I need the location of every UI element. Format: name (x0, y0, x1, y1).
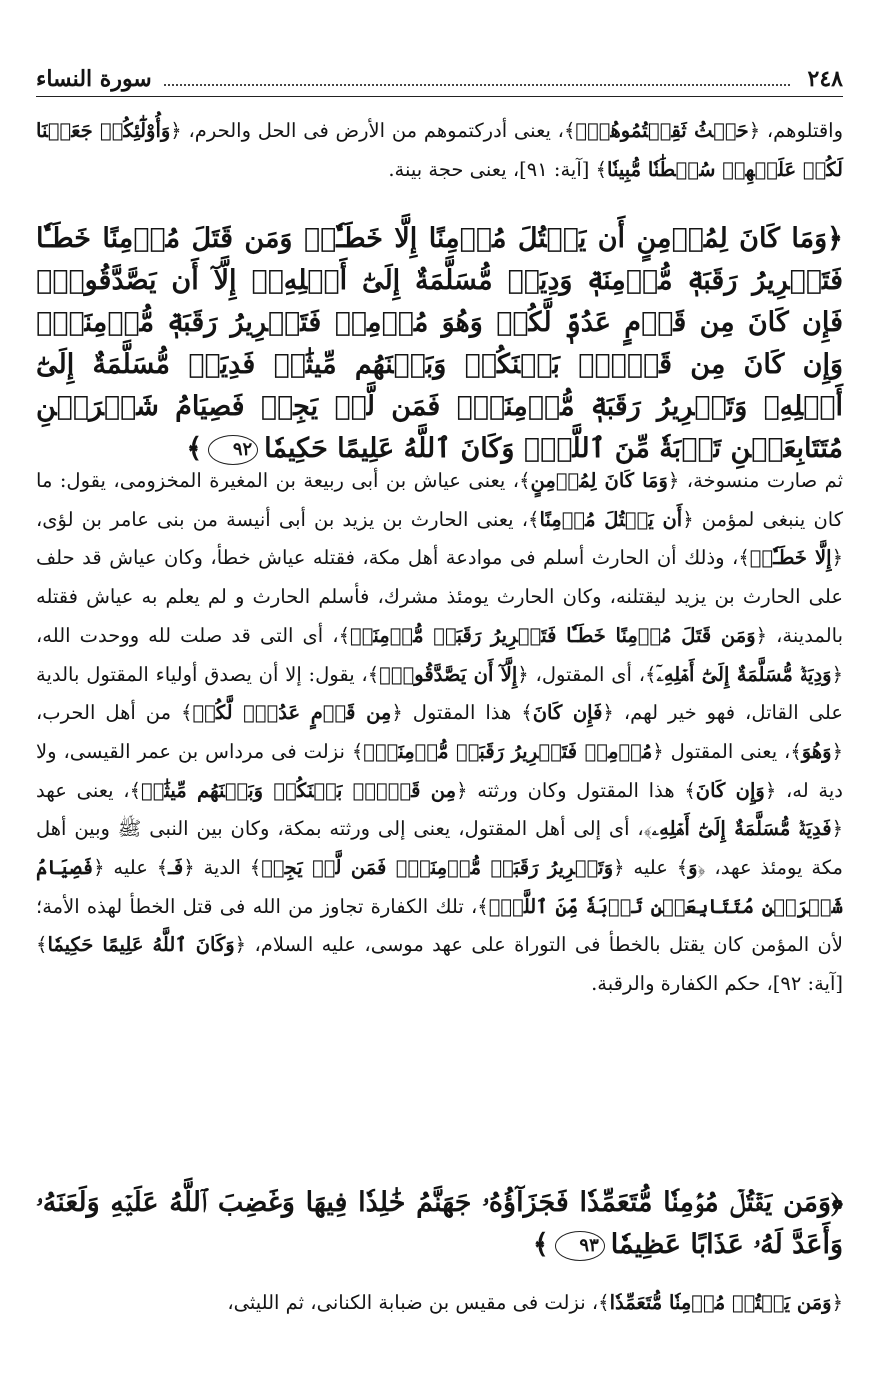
verse-bracket-close: ﴾ (532, 1229, 549, 1260)
quote-bracket-close: ﴾ (129, 778, 142, 802)
quote-bracket-close: ﴾ (645, 662, 657, 686)
quran-quote (645, 663, 843, 686)
quote-bracket-close: ﴾ (181, 701, 193, 725)
quran-quote (684, 779, 776, 802)
quote-bracket-open: ﴿ (602, 701, 614, 725)
quote-text: فَـ (168, 856, 184, 880)
quran-quote (368, 663, 529, 686)
commentary-verse-92 (36, 462, 843, 1004)
quote-bracket-close: ﴾ (684, 778, 696, 802)
quote-bracket-open: ﴿ (667, 469, 680, 492)
quote-text: أَن يَقۡتُلَ مُؤۡمِنًا (539, 507, 683, 531)
commentary-text: ، أى التى قد صلت لله ووحدت الله، (36, 623, 339, 647)
quote-text: إِلَّآ أَن يَصَّدَّقُواْۚ (379, 662, 518, 686)
quote-bracket-open: ﴿ (755, 623, 768, 647)
quote-bracket-open: ﴿ (93, 856, 105, 880)
quote-bracket-close: ﴾ (249, 856, 262, 880)
quote-text: وَمَا كَانَ لِمُؤۡمِنٍ (530, 469, 668, 492)
quote-bracket-close: ﴾ (36, 933, 48, 957)
quran-quote (521, 701, 614, 724)
commentary-text: ، يقول: إلا أن يصدق أولياء المقتول بالدية على القاتل، فهو خير لهم، (36, 662, 844, 725)
quote-text: وَهُوَ (801, 739, 832, 763)
commentary-text: عليه (104, 856, 157, 880)
quran-quote (528, 508, 694, 531)
quote-bracket-close: ﴾ (519, 469, 531, 492)
quote-bracket-open: ﴿ (613, 856, 625, 880)
quote-bracket-close: ﴾ (477, 894, 489, 918)
quote-bracket-open: ﴿ (831, 817, 844, 841)
quote-bracket-close: ﴾ (738, 546, 750, 570)
commentary-text: هذا المقتول وكان ورثته (467, 778, 685, 802)
quran-quote (564, 119, 760, 142)
quote-bracket-close: ﴾ (521, 701, 533, 725)
verse-93-block (36, 1182, 843, 1266)
commentary-text: عليه (624, 856, 677, 880)
quote-bracket-close: ﴾ (528, 507, 540, 531)
quote-bracket-open: ﴿ (170, 119, 182, 142)
commentary-text: ، يعنى المقتول (663, 739, 791, 763)
quote-bracket-open: ﴿ (697, 856, 706, 880)
quran-quote (36, 933, 246, 956)
quote-bracket-open: ﴿ (183, 856, 195, 880)
commentary-text: واقتلوهم، (760, 119, 844, 142)
commentary-text: نزلت فى مرداس بن عمر القيسى، ولا دية له، (36, 739, 843, 802)
quran-quote (352, 740, 664, 763)
commentary-text: ، أى المقتول، (528, 662, 645, 686)
quote-bracket-open: ﴿ (748, 119, 761, 142)
quote-bracket-open: ﴿ (831, 546, 843, 570)
quote-bracket-close: ﴾ (676, 856, 689, 880)
page-header (36, 62, 843, 97)
quote-bracket-close: ﴾ (338, 623, 350, 647)
quote-text: حَيۡثُ ثَقِفۡتُمُوهُمۡۚ (575, 119, 749, 142)
quote-text: وَإِن كَانَ (695, 778, 765, 802)
commentary-text: [آية: ٩١]، يعنى حجة بينة. (388, 157, 596, 181)
commentary-text: ثم صارت منسوخة، (679, 469, 843, 492)
commentary-text: ، نزلت فى مقيس بن ضبابة الكنانى، ثم الليثى، (227, 1291, 599, 1314)
quote-text: وَمَن يَقۡتُلۡ مُؤۡمِنٗا مُّتَعَمِّدٗا (609, 1291, 832, 1314)
quran-quote (250, 856, 625, 879)
quran-quote (644, 817, 843, 840)
page-number: ٢٤٨ (807, 66, 843, 92)
quote-text: وَ (688, 856, 698, 880)
quote-bracket-close: ﴾ (643, 817, 652, 841)
commentary-verse-93 (36, 1284, 843, 1323)
quote-bracket-close: ﴾ (351, 739, 364, 763)
commentary-text: ، يعنى الحارث بن يزيد بن أبى أنيسة من بنى عامر بن لؤى، (36, 507, 528, 531)
quran-quote (677, 856, 706, 879)
quote-bracket-open: ﴿ (652, 739, 664, 763)
commentary-text: ، وذلك أن الحارث أسلم فى موادعة أهل مكة، فقتله عياش خطأ، وكان عياش قد حلف على الحارث بن يزيد ليقتلنه، وكان الحارث يومئذ مشرك، فأسلم الحارث و لم يعلم به عياش فقتله بالمدينة، (36, 546, 844, 647)
quran-quote (519, 469, 679, 492)
quran-quote (157, 856, 195, 879)
verse-93-text: وَمَن يَقۡتُلۡ مُؤۡمِنٗا مُّتَعَمِّدٗا فَجَزَآؤُهُۥ جَهَنَّمُ خَٰلِدٗا فِيهَا وَغَضِبَ ٱللَّهُ عَلَيۡهِ وَلَعَنَهُۥ وَأَعَدَّ لَهُۥ عَذَابًا عَظِيمٗا (36, 1187, 843, 1260)
quote-bracket-close: ﴾ (790, 739, 802, 763)
quran-quote (738, 546, 843, 569)
commentary-text: ، تلك الكفارة تجاوز من الله فى قتل الخطأ لهذه الأمة؛ لأن المؤمن كان يقتل بالخطأ فى التوراة على عهد موسى، عليه السلام، (36, 894, 844, 957)
quote-bracket-open: ﴿ (234, 933, 247, 957)
verse-92-text: وَمَا كَانَ لِمُؤۡمِنٍ أَن يَقۡتُلَ مُؤۡمِنًا إِلَّا خَطَـٔٗاۚ وَمَن قَتَلَ مُؤۡمِنًا خَطَـٔٗا فَتَحۡرِيرُ رَقَبَةٖ مُّؤۡمِنَةٖ وَدِيَةٞ مُّسَلَّمَةٌ إِلَىٰٓ أَهۡلِهِۦٓ إِلَّآ أَن يَصَّدَّقُواْۚ فَإِن كَانَ مِن قَوۡمٍ عَدُوّٖ لَّكُمۡ وَهُوَ مُؤۡمِنٞ فَتَحۡرِيرُ رَقَبَةٖ مُّؤۡمِنَةٖۖ وَإِن كَانَ مِن قَوۡمِۭ بَيۡنَكُمۡ وَبَيۡنَهُم مِّيثَٰقٞ فَدِيَةٞ مُّسَلَّمَةٌ إِلَىٰٓ أَهۡلِهِۦ وَتَحۡرِيرُ رَقَبَةٖ مُّؤۡمِنَةٖۖ فَمَن لَّمۡ يَجِدۡ فَصِيَامُ شَهۡرَيۡنِ مُتَتَابِعَيۡنِ تَوۡبَةٗ مِّنَ ٱللَّهِۗ وَكَانَ ٱللَّهُ عَلِيمًا حَكِيمٗا (36, 223, 843, 464)
commentary-text: ، يعنى أدركتموهم من الأرض فى الحل والحرم، (181, 119, 564, 142)
quote-text: وَأُوْلَٰٓئِكُمۡ جَعَلۡنَا لَكُمۡ عَلَيۡهِمۡ سُلۡطَٰنٗا مُّبِينٗا (36, 119, 843, 181)
quote-bracket-open: ﴿ (391, 701, 403, 725)
quote-bracket-open: ﴿ (456, 778, 468, 802)
quote-bracket-open: ﴿ (831, 739, 843, 763)
commentary-text: ، يعنى عياش بن أبى ربيعة بن المغيرة المخزومى، يقول: ما كان ينبغى لمؤمن (36, 469, 844, 531)
surah-title: سورة النساء (36, 66, 152, 92)
commentary-text: الدية (194, 856, 250, 880)
commentary-text: ، أى إلى أهل المقتول، يعنى إلى ورثته بمكة، وكان بين النبى ﷺ وبين أهل مكة يومئذ عهد، (36, 817, 844, 880)
verse-92-block (36, 218, 843, 470)
quran-quote (130, 779, 468, 802)
commentary-verse-91 (36, 112, 843, 189)
quote-bracket-open: ﴿ (831, 662, 843, 686)
commentary-text: هذا المقتول (402, 701, 522, 725)
quote-bracket-close: ﴾ (367, 662, 380, 686)
header-dotted-leader (164, 72, 790, 86)
quote-text: وَدِيَةٞ مُّسَلَّمَةٌ إِلَىٰٓ أَهۡلِهِۦٓ (656, 662, 832, 686)
quote-text: وَتَحۡرِيرُ رَقَبَةٖ مُّؤۡمِنَةٖۖ فَمَن لَّمۡ يَجِدۡ (261, 856, 614, 880)
quote-bracket-close: ﴾ (598, 1291, 610, 1314)
quote-text: فَإِن كَانَ (532, 701, 603, 725)
verse-bracket-open: ﴿ (827, 223, 843, 254)
quote-bracket-open: ﴿ (682, 507, 694, 531)
commentary-text: من أهل الحرب، (36, 701, 182, 725)
quote-text: مِن قَوۡمٍ عَدُوّٖ لَّكُمۡ (192, 701, 392, 725)
quran-quote (790, 740, 843, 763)
quran-quote (339, 624, 768, 647)
quote-bracket-close: ﴾ (595, 157, 608, 181)
quote-text: فَدِيَةٞ مُّسَلَّمَةٌ إِلَىٰٓ أَهۡلِهِۦ (651, 817, 832, 841)
quote-bracket-close: ﴾ (563, 119, 576, 142)
ayah-number-marker: ٩٣ (555, 1231, 605, 1261)
verse-bracket-close: ﴾ (186, 433, 203, 464)
quran-quote (181, 701, 403, 724)
commentary-text: [آية: ٩٢]، حكم الكفارة والرقبة. (591, 972, 843, 996)
quote-bracket-close: ﴾ (156, 856, 169, 880)
commentary-text: ، يعنى عهد (36, 778, 130, 802)
verse-bracket-open: ﴿ (831, 1187, 843, 1218)
quote-text: مُؤۡمِنٞ فَتَحۡرِيرُ رَقَبَةٖ مُّؤۡمِنَةٖۖ (363, 739, 653, 763)
quote-text: فَصِيَامُ شَهۡرَيۡنِ مُتَتَابِعَيۡنِ تَوۡبَةٗ مِّنَ ٱللَّهِۗ (36, 856, 843, 918)
quote-text: إِلَّا خَطَـٔٗاۚ (749, 546, 832, 570)
quran-quote (598, 1291, 843, 1314)
ayah-number-marker: ٩٢ (208, 435, 258, 465)
quote-bracket-open: ﴿ (517, 662, 529, 686)
quote-text: مِن قَوۡمِۭ بَيۡنَكُمۡ وَبَيۡنَهُم مِّيثَٰقٞ (141, 778, 457, 802)
quote-text: وَكَانَ ٱللَّهُ عَلِيمًا حَكِيمٗا (47, 933, 235, 957)
quote-text: وَمَن قَتَلَ مُؤۡمِنًا خَطَـٔٗا فَتَحۡرِيرُ رَقَبَةٖ مُّؤۡمِنَةٖ (350, 623, 756, 647)
quote-bracket-open: ﴿ (764, 778, 777, 802)
quote-bracket-open: ﴿ (831, 1291, 843, 1314)
